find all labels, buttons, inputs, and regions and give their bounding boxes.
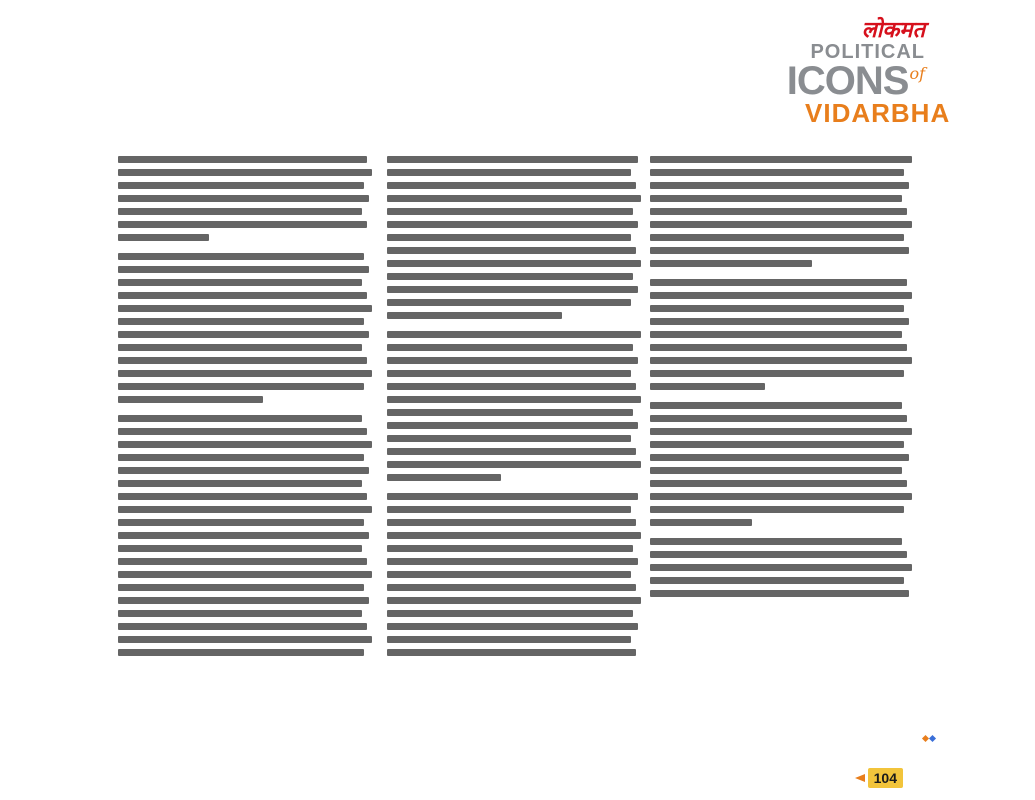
text-line [387, 636, 631, 643]
diamond-fleuron-icon [923, 736, 935, 741]
article-column-2 [387, 150, 641, 740]
text-line [650, 169, 904, 176]
text-line [650, 357, 912, 364]
text-line [650, 279, 907, 286]
text-line [650, 221, 912, 228]
text-line [118, 279, 362, 286]
text-line [118, 415, 362, 422]
masthead [786, 17, 951, 128]
text-line [650, 506, 904, 513]
text-line [387, 558, 638, 565]
text-line [650, 480, 907, 487]
text-line [650, 292, 912, 299]
text-line [118, 182, 364, 189]
text-line [118, 292, 367, 299]
text-line [118, 454, 364, 461]
title-of: of [909, 64, 925, 83]
text-line [387, 396, 641, 403]
text-line [118, 370, 372, 377]
text-line [387, 610, 633, 617]
text-line [650, 590, 909, 597]
text-line [118, 545, 362, 552]
title-icons-row [786, 59, 925, 103]
title-political: POLITICAL [810, 41, 925, 63]
text-line [650, 551, 907, 558]
text-line [387, 221, 638, 228]
brand-logo: लोकमत [861, 17, 925, 43]
text-line [650, 519, 752, 526]
text-line [118, 519, 364, 526]
text-line [118, 506, 372, 513]
text-line [387, 357, 638, 364]
text-line [118, 610, 362, 617]
text-line [118, 266, 369, 273]
text-line [118, 441, 372, 448]
text-line [118, 597, 369, 604]
paragraph-gap [650, 267, 912, 273]
text-line [650, 383, 765, 390]
paragraph-gap [118, 241, 372, 247]
text-line [387, 312, 562, 319]
text-line [387, 474, 501, 481]
text-line [118, 467, 369, 474]
text-line [118, 357, 367, 364]
text-line [387, 571, 631, 578]
text-line [650, 467, 902, 474]
text-line [650, 305, 904, 312]
text-line [650, 493, 912, 500]
text-line [387, 331, 641, 338]
text-line [387, 383, 636, 390]
text-line [387, 247, 636, 254]
text-line [118, 234, 209, 241]
text-line [650, 208, 907, 215]
paragraph-gap [650, 526, 912, 532]
text-line [387, 286, 638, 293]
text-line [650, 260, 812, 267]
text-line [387, 299, 631, 306]
text-line [118, 208, 362, 215]
text-line [650, 182, 909, 189]
text-line [387, 493, 638, 500]
text-line [387, 370, 631, 377]
text-line [387, 260, 641, 267]
title-icons: ICONS [786, 59, 909, 103]
text-line [387, 195, 641, 202]
text-line [650, 156, 912, 163]
text-line [118, 532, 369, 539]
text-line [118, 480, 362, 487]
text-line [387, 532, 641, 539]
text-line [118, 253, 364, 260]
text-line [387, 208, 633, 215]
text-line [118, 584, 364, 591]
text-line [118, 156, 367, 163]
text-line [387, 584, 636, 591]
text-line [650, 370, 904, 377]
text-line [118, 493, 367, 500]
text-line [650, 454, 909, 461]
article-column-3 [650, 150, 912, 740]
text-line [118, 396, 263, 403]
text-line [650, 415, 907, 422]
article-column-1 [118, 150, 372, 740]
title-vidarbha: VIDARBHA [805, 98, 951, 128]
text-line [118, 623, 367, 630]
paragraph-gap [387, 481, 641, 487]
text-line [387, 409, 633, 416]
text-line [387, 623, 638, 630]
text-line [650, 577, 904, 584]
text-line [650, 402, 902, 409]
diamond-blue-icon [929, 735, 936, 742]
text-line [118, 344, 362, 351]
text-line [650, 538, 902, 545]
page-number: 104 [868, 768, 903, 788]
text-line [387, 506, 631, 513]
text-line [387, 461, 641, 468]
text-line [650, 318, 909, 325]
text-line [118, 305, 372, 312]
paragraph-gap [387, 319, 641, 325]
text-line [387, 448, 636, 455]
text-line [118, 195, 369, 202]
text-line [387, 234, 631, 241]
text-line [650, 247, 909, 254]
text-line [650, 331, 902, 338]
arrow-left-icon [855, 774, 865, 782]
page-footer [855, 768, 903, 788]
text-line [118, 428, 367, 435]
text-line [387, 649, 636, 656]
text-line [118, 558, 367, 565]
text-line [118, 383, 364, 390]
text-line [118, 331, 369, 338]
text-line [650, 428, 912, 435]
text-line [118, 221, 367, 228]
paragraph-gap [118, 403, 372, 409]
paragraph-gap [650, 390, 912, 396]
text-line [118, 649, 364, 656]
text-line [387, 597, 641, 604]
text-line [118, 636, 372, 643]
text-line [650, 344, 907, 351]
text-line [118, 169, 372, 176]
text-line [387, 182, 636, 189]
text-line [650, 234, 904, 241]
text-line [650, 441, 904, 448]
text-line [387, 545, 633, 552]
text-line [118, 571, 372, 578]
text-line [650, 564, 912, 571]
text-line [118, 318, 364, 325]
text-line [387, 273, 633, 280]
text-line [387, 156, 638, 163]
text-line [387, 422, 638, 429]
text-line [387, 169, 631, 176]
text-line [387, 344, 633, 351]
text-line [650, 195, 902, 202]
text-line [387, 519, 636, 526]
text-line [387, 435, 631, 442]
